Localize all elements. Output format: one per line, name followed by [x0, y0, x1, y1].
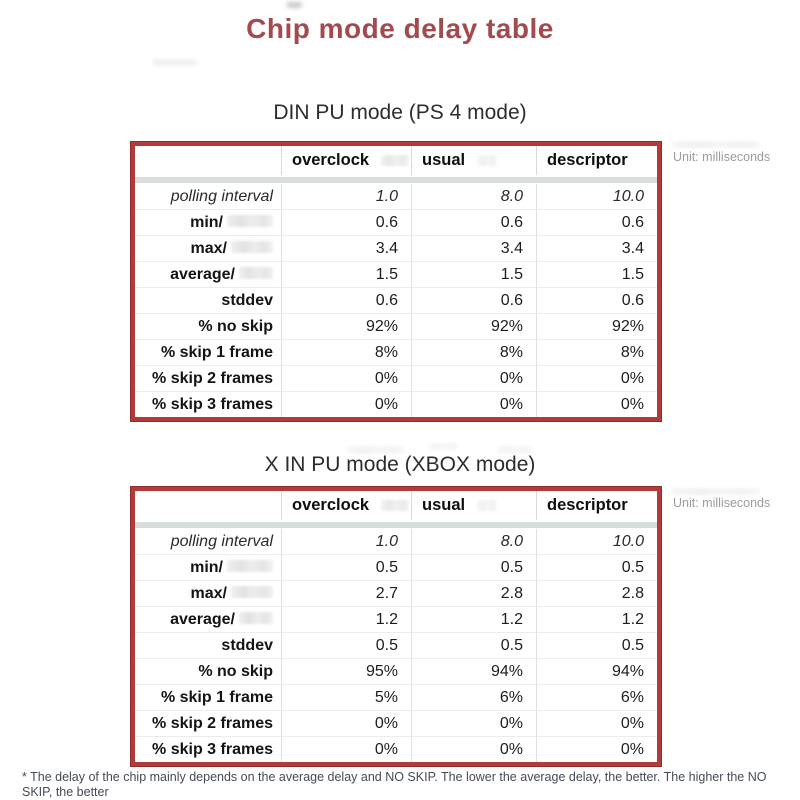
cell-value: 8% [536, 339, 657, 365]
column-header-overclock [281, 491, 411, 520]
column-header-descriptor [536, 491, 657, 520]
cell-value: 3.4 [411, 235, 536, 261]
footnote: * The delay of the chip mainly depends on the average delay and NO SKIP. The lower the average delay, the better. The higher the NO SKIP, the better [22, 770, 767, 799]
table-row [135, 313, 657, 339]
delay-table-ps4 [131, 142, 661, 421]
cell-value: 0% [411, 391, 536, 417]
redaction-blur [477, 155, 497, 166]
cell-value: 5% [281, 684, 411, 710]
redaction-blur [227, 560, 273, 572]
table-row [135, 658, 657, 684]
cell-value: 0% [281, 710, 411, 736]
cell-value: 0% [411, 736, 536, 762]
table1-title: DIN PU mode (PS 4 mode) [273, 101, 527, 124]
table-row [135, 580, 657, 606]
column-header-label: descriptor [547, 151, 628, 169]
redaction-blur [227, 215, 273, 227]
table-row [135, 184, 657, 209]
column-header-label: descriptor [547, 496, 628, 514]
cell-value: 1.5 [536, 261, 657, 287]
column-header-label: usual [422, 151, 466, 169]
redaction-blur [381, 500, 409, 511]
row-label [135, 209, 281, 235]
redaction-blur [381, 155, 409, 166]
header-separator-band [135, 520, 657, 529]
row-label [135, 710, 281, 736]
table-row [135, 632, 657, 658]
column-header-label: overclock [292, 151, 370, 169]
cell-value: 0% [536, 736, 657, 762]
cell-value: 94% [411, 658, 536, 684]
cell-value: 8% [281, 339, 411, 365]
cell-value: 0% [281, 365, 411, 391]
delay-table [131, 487, 661, 766]
table-row [135, 710, 657, 736]
row-label-text: % skip 2 frames [152, 714, 273, 732]
cell-value: 3.4 [536, 235, 657, 261]
cell-value: 0.6 [536, 287, 657, 313]
cell-value: 1.5 [411, 261, 536, 287]
row-label [135, 261, 281, 287]
row-label-text: % skip 1 frame [160, 343, 273, 361]
column-header-empty [135, 146, 281, 175]
redaction-blur [477, 500, 497, 511]
redaction-blur [239, 612, 273, 624]
row-label-text: max/ [190, 584, 227, 602]
cell-value: 6% [411, 684, 536, 710]
cell-value: 3.4 [281, 235, 411, 261]
table-row [135, 287, 657, 313]
cell-value: 6% [536, 684, 657, 710]
table-row [135, 606, 657, 632]
cell-value: 2.8 [411, 580, 536, 606]
row-label [135, 580, 281, 606]
header-separator-band [135, 175, 657, 184]
row-label [135, 736, 281, 762]
cell-value: 0% [536, 710, 657, 736]
cell-value: 0% [281, 736, 411, 762]
cell-value: 1.2 [411, 606, 536, 632]
cell-value: 2.8 [536, 580, 657, 606]
redaction-blur [428, 443, 458, 450]
row-label [135, 235, 281, 261]
cell-value: 0% [411, 365, 536, 391]
row-label [135, 313, 281, 339]
row-label-text: % skip 2 frames [152, 369, 273, 387]
cell-value: 95% [281, 658, 411, 684]
cell-value: 2.7 [281, 580, 411, 606]
cell-value: 0.5 [281, 632, 411, 658]
table-row [135, 261, 657, 287]
row-label-text: % skip 3 frames [152, 740, 273, 758]
table-row [135, 736, 657, 762]
cell-value: 0% [281, 391, 411, 417]
cell-value: 10.0 [536, 184, 657, 209]
cell-value: 0.5 [536, 632, 657, 658]
row-label [135, 684, 281, 710]
cell-value: 0% [536, 365, 657, 391]
cell-value: 0.6 [411, 287, 536, 313]
column-header-overclock [281, 146, 411, 175]
table-row [135, 339, 657, 365]
row-label-text: average/ [170, 610, 235, 628]
cell-value: 0.6 [411, 209, 536, 235]
table-row [135, 235, 657, 261]
row-label-text: % skip 3 frames [152, 395, 273, 413]
header-separator [135, 175, 657, 184]
cell-value: 8.0 [411, 529, 536, 554]
row-label-text: polling interval [170, 532, 273, 550]
row-label [135, 365, 281, 391]
cell-value: 1.0 [281, 529, 411, 554]
cell-value: 0.6 [281, 209, 411, 235]
cell-value: 92% [281, 313, 411, 339]
row-label-text: stddev [221, 291, 273, 309]
cell-value: 1.0 [281, 184, 411, 209]
page-title: Chip mode delay table [246, 13, 554, 44]
row-label-text: polling interval [170, 187, 273, 205]
row-label-text: min/ [190, 558, 223, 576]
row-label-text: % no skip [198, 662, 273, 680]
cell-value: 1.2 [281, 606, 411, 632]
row-label [135, 554, 281, 580]
redaction-blur [672, 488, 760, 495]
table-row [135, 365, 657, 391]
table2-title: X IN PU mode (XBOX mode) [264, 453, 536, 476]
cell-value: 0.5 [281, 554, 411, 580]
cell-value: 92% [536, 313, 657, 339]
cell-value: 0.5 [411, 554, 536, 580]
redaction-blur [239, 267, 273, 279]
row-label-text: min/ [190, 213, 223, 231]
redaction-blur [231, 586, 273, 598]
row-label-text: % skip 1 frame [160, 688, 273, 706]
redaction-blur [231, 241, 273, 253]
row-label [135, 184, 281, 209]
cell-value: 0.5 [536, 554, 657, 580]
column-header-empty [135, 491, 281, 520]
delay-table-xbox [131, 487, 661, 766]
cell-value: 0.5 [411, 632, 536, 658]
table-row [135, 391, 657, 417]
unit-note: Unit: milliseconds [673, 150, 771, 164]
row-label-text: stddev [221, 636, 273, 654]
cell-value: 8% [411, 339, 536, 365]
smudge-artifact [153, 60, 197, 65]
table-row [135, 209, 657, 235]
cell-value: 94% [536, 658, 657, 684]
row-label [135, 391, 281, 417]
table-header-row [135, 491, 657, 520]
cell-value: 1.5 [281, 261, 411, 287]
cell-value: 0% [536, 391, 657, 417]
column-header-label: overclock [292, 496, 370, 514]
table-header-row [135, 146, 657, 175]
cell-value: 1.2 [536, 606, 657, 632]
row-label-text: % no skip [198, 317, 273, 335]
delay-table [131, 142, 661, 421]
cell-value: 0% [411, 710, 536, 736]
row-label [135, 529, 281, 554]
table-row [135, 554, 657, 580]
table-row [135, 684, 657, 710]
header-separator [135, 520, 657, 529]
row-label [135, 339, 281, 365]
table-row [135, 529, 657, 554]
row-label-text: max/ [190, 239, 227, 257]
column-header-usual [411, 491, 536, 520]
column-header-usual [411, 146, 536, 175]
row-label [135, 658, 281, 684]
unit-note: Unit: milliseconds [673, 496, 771, 510]
row-label [135, 287, 281, 313]
cell-value: 0.6 [536, 209, 657, 235]
redaction-blur [672, 141, 760, 148]
row-label [135, 606, 281, 632]
column-header-descriptor [536, 146, 657, 175]
row-label [135, 632, 281, 658]
column-header-label: usual [422, 496, 466, 514]
cell-value: 10.0 [536, 529, 657, 554]
cell-value: 92% [411, 313, 536, 339]
smudge-artifact [287, 2, 302, 8]
cell-value: 0.6 [281, 287, 411, 313]
cell-value: 8.0 [411, 184, 536, 209]
row-label-text: average/ [170, 265, 235, 283]
